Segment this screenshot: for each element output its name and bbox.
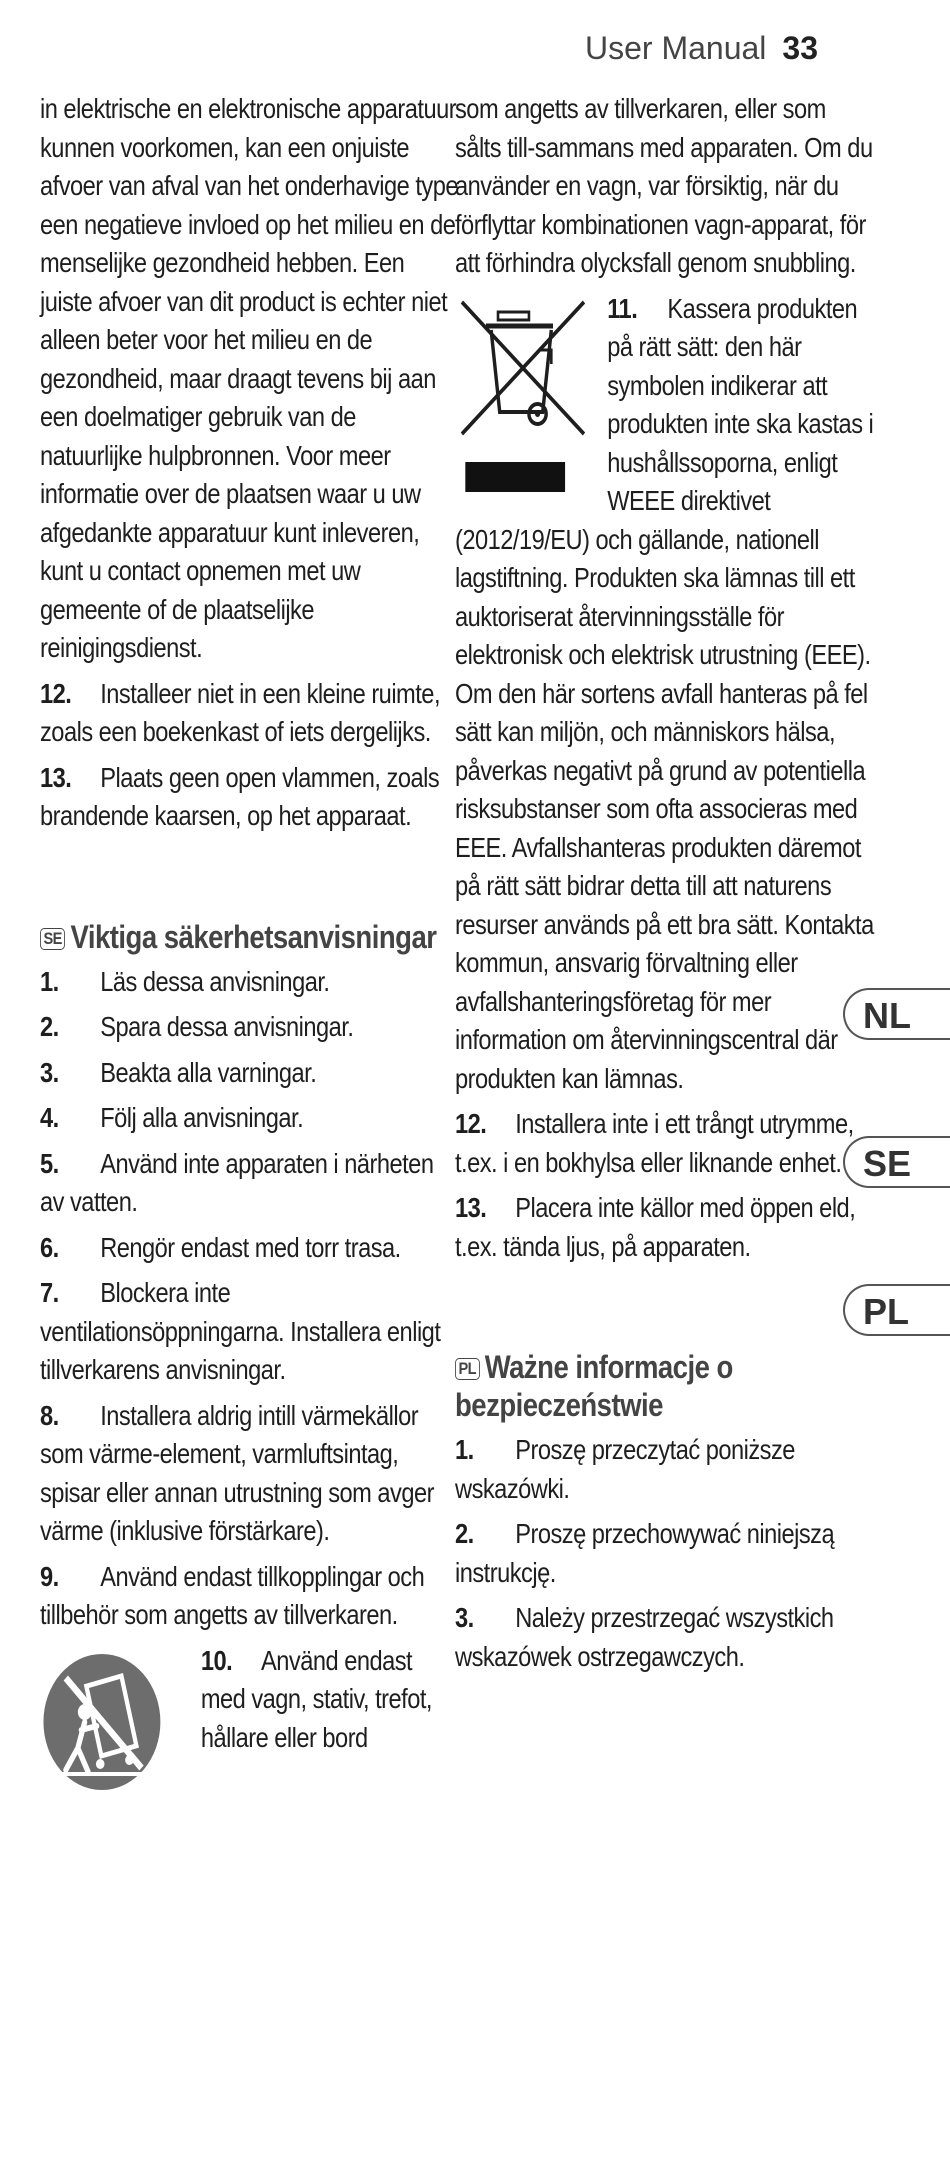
item-text: Beakta alla varningar.	[100, 1056, 317, 1088]
item-text: Spara dessa anvisningar.	[100, 1011, 354, 1042]
se-item-5	[40, 1145, 461, 1222]
item-text: Följ alla anvisningar.	[100, 1102, 304, 1133]
right-column	[455, 90, 876, 1676]
nl-item-13	[40, 759, 461, 836]
pl-item-1	[455, 1431, 876, 1508]
item-number: 13.	[40, 761, 72, 793]
item-text: Proszę przechowywać niniejszą instrukcję.	[455, 1518, 835, 1588]
cart-warning-icon	[40, 1650, 191, 1795]
se-item-10-continued: som angetts av tillverkaren, eller som sålts till-sammans med apparaten. Om du använder en vagn, var försiktig, när du förflyttar kombinationen vagn-apparat, för att förhindra olycksfall genom snubbling.	[455, 93, 873, 278]
item-text: Använd inte apparaten i närheten av vatten.	[40, 1147, 434, 1217]
item-number: 2.	[40, 1011, 59, 1042]
se-flag-icon: SE	[40, 928, 65, 950]
se-item-8	[40, 1397, 461, 1551]
se-item-9	[40, 1558, 461, 1635]
item-number: 8.	[40, 1399, 59, 1431]
pl-flag-icon: PL	[455, 1358, 480, 1380]
item-number: 5.	[40, 1147, 59, 1179]
page-number: 33	[782, 30, 818, 66]
se-item-3	[40, 1054, 461, 1093]
item-number: 3.	[455, 1602, 474, 1633]
language-tab-nl[interactable]: NL	[843, 988, 950, 1040]
pl-title-text: Ważne informacje o bezpieczeństwie	[455, 1349, 733, 1423]
item-number: 7.	[40, 1277, 59, 1308]
se-item-13	[455, 1189, 876, 1266]
page-header	[585, 30, 818, 67]
item-number: 12.	[455, 1108, 487, 1139]
language-tab-se[interactable]: SE	[843, 1136, 950, 1188]
item-number: 11.	[607, 292, 638, 324]
se-item-2	[40, 1008, 461, 1047]
se-section-title	[40, 918, 461, 956]
item-text: Installera inte i ett trångt utrymme, t.ex. i en bokhylsa eller liknande enhet.	[455, 1108, 854, 1178]
item-number: 1.	[40, 965, 59, 997]
item-text: Använd endast tillkopplingar och tillbehör som angetts av tillverkaren.	[40, 1560, 425, 1630]
pl-item-3	[455, 1599, 876, 1676]
item-text: Läs dessa anvisningar.	[100, 965, 330, 997]
se-item-11	[455, 290, 876, 1099]
item-number: 6.	[40, 1231, 59, 1263]
language-tab-pl[interactable]: PL	[843, 1284, 950, 1336]
manual-title: User Manual	[585, 30, 767, 66]
se-title-text: Viktiga säkerhetsanvisningar	[70, 918, 437, 955]
se-item-10	[40, 1642, 461, 1758]
item-text: Installera aldrig intill värmekällor som värme-element, varmluftsintag, spisar eller annan utrustning som avger värme (inklusive förstärkare).	[40, 1399, 434, 1546]
nl-item-12	[40, 675, 461, 752]
item-text: Plaats geen open vlammen, zoals brandende kaarsen, op het apparaat.	[40, 761, 440, 831]
left-column	[40, 90, 461, 1795]
se-item-1	[40, 963, 461, 1002]
se-item-7	[40, 1274, 461, 1390]
item-number: 10.	[200, 1644, 233, 1676]
nl-paragraph: in elektrische en elektronische apparatuur kunnen voorkomen, kan een onjuiste afvoer van afval van het onderhavige type een negatieve invloed op het milieu en de menselijke gezondheid hebben. Een juiste afvoer van dit product is echter niet alleen beter voor het milieu en de gezondheid, maar draagt tevens bij aan een doelmatiger gebruik van de natuurlijke hulpbronnen. Voor meer informatie over de plaatsen waar u uw afgedankte apparatuur kunt inleveren, kunt u contact opnemen met uw gemeente of de plaatselijke reinigingsdienst.	[40, 93, 458, 663]
item-number: 12.	[40, 677, 72, 709]
item-text: Installeer niet in een kleine ruimte, zoals een boekenkast of iets dergelijks.	[40, 677, 440, 747]
item-number: 1.	[455, 1434, 474, 1465]
item-text: Proszę przeczytać poniższe wskazówki.	[455, 1434, 795, 1504]
item-number: 9.	[40, 1560, 59, 1592]
item-text: Placera inte källor med öppen eld, t.ex. tända ljus, på apparaten.	[455, 1192, 856, 1262]
item-number: 2.	[455, 1518, 474, 1549]
se-item-6	[40, 1229, 461, 1268]
se-list	[40, 963, 461, 1758]
item-text: Należy przestrzegać wszystkich wskazówek ostrzegawczych.	[455, 1602, 834, 1672]
item-text: Blockera inte ventilationsöppningarna. Installera enligt tillverkarens anvisningar.	[40, 1277, 441, 1385]
pl-item-2	[455, 1515, 876, 1592]
item-text: Kassera produkten på rätt sätt: den här symbolen indikerar att produkten inte ska kastas i hushållssoporna, enligt WEEE direktivet (2012/19/EU) och gällande, nationell lagstiftning. Produkten ska lämnas till ett auktoriserat återvinningsställe för elektronisk och elektrisk utrustning (EEE). Om den här sortens avfall hanteras på fel sätt kan miljön, och människors hälsa, påverkas negativt på grund av potentiella risksubstanser som ofta associeras med EEE. Avfallshanteras produkten däremot på rätt sätt bidrar detta till att naturens resurser används på ett bra sätt. Kontakta kommun, ansvarig förvaltning eller avfallshanteringsföretag för mer information om återvinningscentral där produkten kan lämnas.	[455, 292, 874, 1094]
pl-section-title	[455, 1348, 876, 1424]
item-number: 3.	[40, 1056, 59, 1088]
weee-bin-icon	[455, 294, 597, 499]
item-number: 4.	[40, 1102, 59, 1133]
item-text: Rengör endast med torr trasa.	[100, 1231, 401, 1263]
se-item-12	[455, 1105, 876, 1182]
item-text: Använd endast med vagn, stativ, trefot, hållare eller bord	[200, 1644, 432, 1753]
se-item-4	[40, 1099, 461, 1138]
item-number: 13.	[455, 1192, 487, 1223]
